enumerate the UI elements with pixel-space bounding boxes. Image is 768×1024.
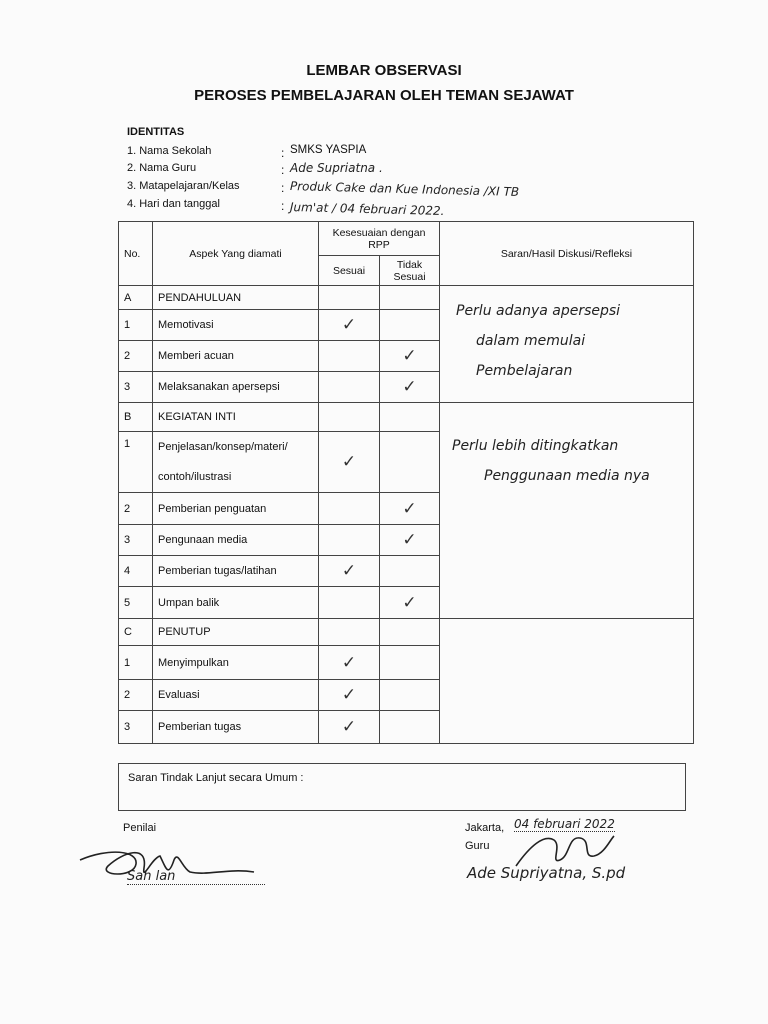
saran-line: Perlu lebih ditingkatkan bbox=[452, 438, 619, 454]
row-no: 1 bbox=[119, 432, 153, 493]
identity-value-subject: Produk Cake dan Kue Indonesia /XI TB bbox=[289, 179, 520, 199]
row-no: 3 bbox=[119, 525, 153, 556]
identity-colon: : bbox=[281, 181, 285, 195]
guru-label: Guru bbox=[465, 840, 490, 852]
check-tidak: ✓ bbox=[380, 341, 440, 372]
check-sesuai bbox=[319, 341, 380, 372]
row-no: 4 bbox=[119, 556, 153, 587]
check-tidak: ✓ bbox=[380, 372, 440, 403]
check-sesuai: ✓ bbox=[319, 680, 380, 711]
header-saran: Saran/Hasil Diskusi/Refleksi bbox=[440, 222, 694, 286]
guru-name: Ade Supriyatna, S.pd bbox=[467, 864, 626, 882]
row-aspect: Memberi acuan bbox=[153, 341, 319, 372]
section-code: A bbox=[119, 286, 153, 310]
tindak-lanjut-label: Saran Tindak Lanjut secara Umum : bbox=[128, 772, 304, 784]
row-aspect: Memotivasi bbox=[153, 310, 319, 341]
identity-label-school: 1. Nama Sekolah bbox=[127, 145, 212, 157]
saran-line: Penggunaan media nya bbox=[484, 468, 650, 484]
section-row bbox=[119, 286, 694, 310]
check-sesuai bbox=[319, 525, 380, 556]
identity-colon: : bbox=[281, 146, 285, 160]
row-no: 1 bbox=[119, 646, 153, 680]
check-tidak bbox=[380, 680, 440, 711]
check-tidak: ✓ bbox=[380, 493, 440, 525]
check-sesuai: ✓ bbox=[319, 646, 380, 680]
row-no: 3 bbox=[119, 372, 153, 403]
saran-line: dalam memulai Pembelajaran bbox=[476, 333, 586, 379]
row-no: 1 bbox=[119, 310, 153, 341]
row-aspect: Pemberian penguatan bbox=[153, 493, 319, 525]
identity-value-date: Jum'at / 04 februari 2022. bbox=[289, 200, 445, 219]
row-aspect: Evaluasi bbox=[153, 680, 319, 711]
place-date-label: Jakarta, bbox=[465, 822, 505, 834]
check-sesuai: ✓ bbox=[319, 432, 380, 493]
check-tidak bbox=[380, 711, 440, 744]
identity-label-subject: 3. Matapelajaran/Kelas bbox=[127, 180, 240, 192]
row-no: 3 bbox=[119, 711, 153, 744]
document-subtitle: PEROSES PEMBELAJARAN OLEH TEMAN SEJAWAT bbox=[194, 87, 574, 104]
section-title: PENDAHULUAN bbox=[153, 286, 319, 310]
section-row bbox=[119, 403, 694, 432]
check-sesuai bbox=[319, 587, 380, 619]
observation-table bbox=[118, 221, 694, 744]
saran-cell-a bbox=[440, 286, 694, 403]
row-aspect: Pengunaan media bbox=[153, 525, 319, 556]
document-title: LEMBAR OBSERVASI bbox=[306, 62, 462, 79]
row-aspect: Pemberian tugas bbox=[153, 711, 319, 744]
saran-cell-b bbox=[440, 403, 694, 619]
header-sesuai: Sesuai bbox=[319, 256, 380, 286]
row-aspect bbox=[153, 432, 319, 493]
row-no: 2 bbox=[119, 341, 153, 372]
section-code: C bbox=[119, 619, 153, 646]
identity-label-date: 4. Hari dan tanggal bbox=[127, 198, 220, 210]
identity-value-school: SMKS YASPIA bbox=[290, 144, 367, 156]
section-title: KEGIATAN INTI bbox=[153, 403, 319, 432]
identity-colon: : bbox=[281, 199, 285, 213]
check-tidak bbox=[380, 556, 440, 587]
check-sesuai: ✓ bbox=[319, 556, 380, 587]
check-tidak bbox=[380, 310, 440, 341]
section-title: PENUTUP bbox=[153, 619, 319, 646]
section-code: B bbox=[119, 403, 153, 432]
identity-heading: IDENTITAS bbox=[127, 126, 185, 138]
row-no: 2 bbox=[119, 680, 153, 711]
check-sesuai bbox=[319, 493, 380, 525]
row-aspect-line: Penjelasan/konsep/materi/ bbox=[158, 441, 288, 453]
check-sesuai: ✓ bbox=[319, 310, 380, 341]
row-no: 5 bbox=[119, 587, 153, 619]
check-tidak bbox=[380, 646, 440, 680]
identity-label-teacher: 2. Nama Guru bbox=[127, 162, 197, 174]
header-no: No. bbox=[119, 222, 153, 286]
row-aspect: Menyimpulkan bbox=[153, 646, 319, 680]
check-tidak: ✓ bbox=[380, 525, 440, 556]
identity-value-teacher: Ade Supriatna . bbox=[290, 161, 383, 175]
header-conformity: Kesesuaian dengan RPP bbox=[319, 222, 440, 256]
row-aspect: Melaksanakan apersepsi bbox=[153, 372, 319, 403]
saran-cell-c bbox=[440, 619, 694, 744]
saran-line: Perlu adanya apersepsi bbox=[456, 303, 621, 319]
penilai-name: Sah lan bbox=[127, 869, 265, 885]
check-sesuai bbox=[319, 372, 380, 403]
identity-colon: : bbox=[281, 163, 285, 177]
row-aspect: Umpan balik bbox=[153, 587, 319, 619]
header-tidak-sesuai: Tidak Sesuai bbox=[380, 256, 440, 286]
check-sesuai: ✓ bbox=[319, 711, 380, 744]
check-tidak: ✓ bbox=[380, 587, 440, 619]
tindak-lanjut-box bbox=[118, 763, 686, 811]
row-no: 2 bbox=[119, 493, 153, 525]
signature-date: 04 februari 2022 bbox=[514, 817, 615, 831]
row-aspect-line: contoh/ilustrasi bbox=[158, 471, 232, 483]
section-row bbox=[119, 619, 694, 646]
header-aspect: Aspek Yang diamati bbox=[153, 222, 319, 286]
check-tidak bbox=[380, 432, 440, 493]
row-aspect: Pemberian tugas/latihan bbox=[153, 556, 319, 587]
penilai-label: Penilai bbox=[123, 822, 157, 834]
